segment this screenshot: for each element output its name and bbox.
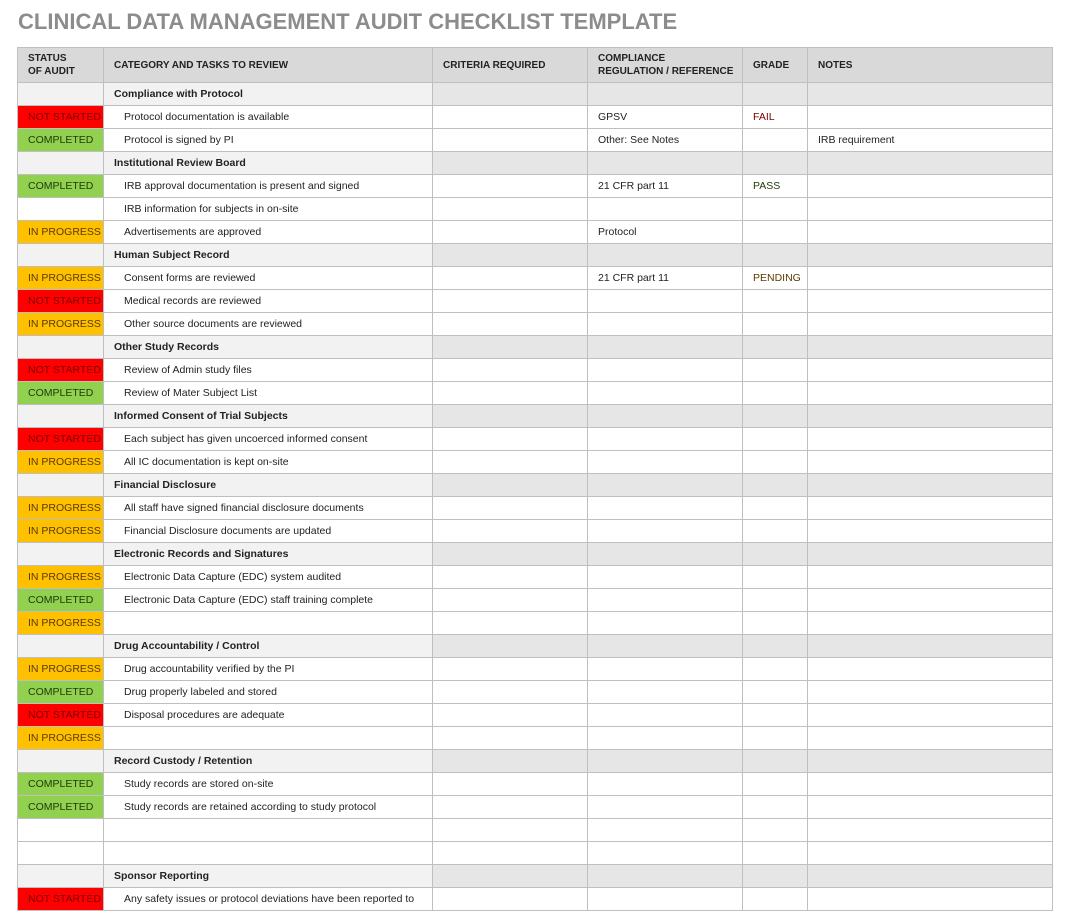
task-cell[interactable] — [104, 612, 433, 635]
notes-cell[interactable] — [808, 221, 1053, 244]
regulation-cell[interactable] — [588, 520, 743, 543]
status-cell[interactable]: IN PROGRESS — [18, 658, 104, 681]
grade-cell[interactable] — [743, 819, 808, 842]
task-cell[interactable]: Advertisements are approved — [104, 221, 433, 244]
notes-cell[interactable] — [808, 773, 1053, 796]
task-cell[interactable]: Drug properly labeled and stored — [104, 681, 433, 704]
notes-cell[interactable] — [808, 658, 1053, 681]
grade-cell[interactable] — [743, 543, 808, 566]
criteria-cell[interactable] — [433, 681, 588, 704]
notes-cell[interactable] — [808, 727, 1053, 750]
grade-cell[interactable] — [743, 474, 808, 497]
notes-cell[interactable] — [808, 290, 1053, 313]
task-row — [18, 842, 1053, 865]
category-status-cell[interactable] — [18, 336, 104, 359]
task-row — [18, 106, 1053, 129]
regulation-cell[interactable] — [588, 658, 743, 681]
status-cell[interactable]: IN PROGRESS — [18, 612, 104, 635]
grade-cell[interactable] — [743, 635, 808, 658]
category-title: Sponsor Reporting — [104, 865, 433, 888]
status-cell[interactable]: IN PROGRESS — [18, 267, 104, 290]
criteria-cell[interactable] — [433, 888, 588, 911]
task-row — [18, 175, 1053, 198]
regulation-cell[interactable] — [588, 198, 743, 221]
status-cell[interactable]: IN PROGRESS — [18, 313, 104, 336]
regulation-cell[interactable] — [588, 290, 743, 313]
category-row — [18, 336, 1053, 359]
category-title: Institutional Review Board — [104, 152, 433, 175]
regulation-cell[interactable] — [588, 589, 743, 612]
notes-cell[interactable] — [808, 382, 1053, 405]
header-regulation-line2: REGULATION / REFERENCE — [598, 66, 734, 77]
status-cell[interactable]: COMPLETED — [18, 129, 104, 152]
notes-cell[interactable] — [808, 704, 1053, 727]
task-row — [18, 497, 1053, 520]
notes-cell[interactable] — [808, 474, 1053, 497]
criteria-cell[interactable] — [433, 175, 588, 198]
grade-cell[interactable] — [743, 589, 808, 612]
status-cell[interactable]: COMPLETED — [18, 589, 104, 612]
criteria-cell[interactable] — [433, 405, 588, 428]
regulation-cell[interactable] — [588, 888, 743, 911]
grade-cell[interactable]: FAIL — [743, 106, 808, 129]
criteria-cell[interactable] — [433, 474, 588, 497]
status-cell[interactable]: COMPLETED — [18, 796, 104, 819]
task-row — [18, 704, 1053, 727]
notes-cell[interactable] — [808, 451, 1053, 474]
status-cell[interactable]: COMPLETED — [18, 681, 104, 704]
notes-cell[interactable] — [808, 635, 1053, 658]
grade-cell[interactable] — [743, 612, 808, 635]
criteria-cell[interactable] — [433, 106, 588, 129]
regulation-cell[interactable] — [588, 83, 743, 106]
notes-cell[interactable] — [808, 106, 1053, 129]
task-row — [18, 612, 1053, 635]
notes-cell[interactable] — [808, 681, 1053, 704]
status-cell[interactable]: IN PROGRESS — [18, 727, 104, 750]
criteria-cell[interactable] — [433, 244, 588, 267]
regulation-cell[interactable] — [588, 336, 743, 359]
task-row — [18, 727, 1053, 750]
criteria-cell[interactable] — [433, 796, 588, 819]
grade-cell[interactable] — [743, 704, 808, 727]
grade-cell[interactable]: PENDING — [743, 267, 808, 290]
grade-cell[interactable] — [743, 198, 808, 221]
criteria-cell[interactable] — [433, 83, 588, 106]
grade-cell[interactable]: PASS — [743, 175, 808, 198]
notes-cell[interactable] — [808, 313, 1053, 336]
criteria-cell[interactable] — [433, 842, 588, 865]
task-cell[interactable]: Any safety issues or protocol deviations have been reported to — [104, 888, 433, 911]
status-cell[interactable]: IN PROGRESS — [18, 451, 104, 474]
task-cell[interactable]: Each subject has given uncoerced informed consent — [104, 428, 433, 451]
regulation-cell[interactable] — [588, 819, 743, 842]
category-status-cell[interactable] — [18, 543, 104, 566]
criteria-cell[interactable] — [433, 336, 588, 359]
task-row — [18, 221, 1053, 244]
regulation-cell[interactable]: Other: See Notes — [588, 129, 743, 152]
criteria-cell[interactable] — [433, 198, 588, 221]
task-cell[interactable]: IRB information for subjects in on-site — [104, 198, 433, 221]
status-cell[interactable]: IN PROGRESS — [18, 497, 104, 520]
grade-cell[interactable] — [743, 221, 808, 244]
regulation-cell[interactable] — [588, 244, 743, 267]
task-cell[interactable]: Medical records are reviewed — [104, 290, 433, 313]
task-row — [18, 129, 1053, 152]
grade-cell[interactable] — [743, 428, 808, 451]
criteria-cell[interactable] — [433, 382, 588, 405]
regulation-cell[interactable] — [588, 566, 743, 589]
regulation-cell[interactable] — [588, 543, 743, 566]
task-row — [18, 428, 1053, 451]
regulation-cell[interactable] — [588, 359, 743, 382]
notes-cell[interactable] — [808, 842, 1053, 865]
notes-cell[interactable]: IRB requirement — [808, 129, 1053, 152]
status-cell[interactable]: NOT STARTED — [18, 359, 104, 382]
regulation-cell[interactable] — [588, 612, 743, 635]
regulation-cell[interactable] — [588, 727, 743, 750]
task-cell[interactable] — [104, 727, 433, 750]
task-row — [18, 796, 1053, 819]
category-title: Record Custody / Retention — [104, 750, 433, 773]
grade-cell[interactable] — [743, 888, 808, 911]
task-row — [18, 888, 1053, 911]
category-row — [18, 152, 1053, 175]
status-cell[interactable] — [18, 842, 104, 865]
header-regulation — [588, 48, 743, 83]
category-row — [18, 474, 1053, 497]
header-status-line1: STATUS — [28, 53, 67, 64]
criteria-cell[interactable] — [433, 543, 588, 566]
audit-checklist-table — [17, 47, 1053, 911]
notes-cell[interactable] — [808, 865, 1053, 888]
category-title: Other Study Records — [104, 336, 433, 359]
notes-cell[interactable] — [808, 796, 1053, 819]
category-title: Drug Accountability / Control — [104, 635, 433, 658]
task-cell[interactable]: Drug accountability verified by the PI — [104, 658, 433, 681]
task-cell[interactable]: Review of Mater Subject List — [104, 382, 433, 405]
header-category: CATEGORY AND TASKS TO REVIEW — [104, 48, 433, 83]
criteria-cell[interactable] — [433, 451, 588, 474]
regulation-cell[interactable] — [588, 497, 743, 520]
regulation-cell[interactable] — [588, 152, 743, 175]
criteria-cell[interactable] — [433, 612, 588, 635]
status-cell[interactable]: IN PROGRESS — [18, 520, 104, 543]
notes-cell[interactable] — [808, 405, 1053, 428]
grade-cell[interactable] — [743, 750, 808, 773]
criteria-cell[interactable] — [433, 750, 588, 773]
task-cell[interactable]: All IC documentation is kept on-site — [104, 451, 433, 474]
task-row — [18, 819, 1053, 842]
checklist-body — [18, 83, 1053, 911]
grade-cell[interactable] — [743, 83, 808, 106]
task-cell[interactable]: All staff have signed financial disclosure documents — [104, 497, 433, 520]
task-cell[interactable]: Electronic Data Capture (EDC) staff training complete — [104, 589, 433, 612]
task-cell[interactable] — [104, 842, 433, 865]
notes-cell[interactable] — [808, 175, 1053, 198]
criteria-cell[interactable] — [433, 129, 588, 152]
status-cell[interactable]: NOT STARTED — [18, 888, 104, 911]
regulation-cell[interactable] — [588, 704, 743, 727]
category-row — [18, 543, 1053, 566]
notes-cell[interactable] — [808, 336, 1053, 359]
task-cell[interactable]: Protocol documentation is available — [104, 106, 433, 129]
category-title: Financial Disclosure — [104, 474, 433, 497]
criteria-cell[interactable] — [433, 635, 588, 658]
criteria-cell[interactable] — [433, 727, 588, 750]
criteria-cell[interactable] — [433, 497, 588, 520]
grade-cell[interactable] — [743, 405, 808, 428]
category-row — [18, 244, 1053, 267]
status-cell[interactable] — [18, 819, 104, 842]
criteria-cell[interactable] — [433, 819, 588, 842]
category-title: Compliance with Protocol — [104, 83, 433, 106]
grade-cell[interactable] — [743, 658, 808, 681]
notes-cell[interactable] — [808, 497, 1053, 520]
category-row — [18, 405, 1053, 428]
task-cell[interactable]: Study records are retained according to study protocol — [104, 796, 433, 819]
status-cell[interactable]: IN PROGRESS — [18, 221, 104, 244]
category-status-cell[interactable] — [18, 152, 104, 175]
task-cell[interactable]: Consent forms are reviewed — [104, 267, 433, 290]
criteria-cell[interactable] — [433, 566, 588, 589]
task-row — [18, 198, 1053, 221]
category-row — [18, 83, 1053, 106]
criteria-cell[interactable] — [433, 267, 588, 290]
notes-cell[interactable] — [808, 267, 1053, 290]
task-row — [18, 589, 1053, 612]
status-cell[interactable]: NOT STARTED — [18, 106, 104, 129]
category-status-cell[interactable] — [18, 750, 104, 773]
regulation-cell[interactable]: Protocol — [588, 221, 743, 244]
header-criteria: CRITERIA REQUIRED — [433, 48, 588, 83]
grade-cell[interactable] — [743, 382, 808, 405]
criteria-cell[interactable] — [433, 520, 588, 543]
regulation-cell[interactable] — [588, 428, 743, 451]
task-cell[interactable] — [104, 819, 433, 842]
regulation-cell[interactable] — [588, 865, 743, 888]
status-cell[interactable]: NOT STARTED — [18, 290, 104, 313]
header-status-line2: OF AUDIT — [28, 66, 75, 77]
category-status-cell[interactable] — [18, 635, 104, 658]
criteria-cell[interactable] — [433, 313, 588, 336]
header-notes: NOTES — [808, 48, 1053, 83]
notes-cell[interactable] — [808, 198, 1053, 221]
status-cell[interactable]: COMPLETED — [18, 382, 104, 405]
task-row — [18, 359, 1053, 382]
header-grade: GRADE — [743, 48, 808, 83]
task-row — [18, 658, 1053, 681]
grade-cell[interactable] — [743, 244, 808, 267]
status-cell[interactable]: COMPLETED — [18, 175, 104, 198]
status-cell[interactable] — [18, 198, 104, 221]
criteria-cell[interactable] — [433, 773, 588, 796]
task-row — [18, 773, 1053, 796]
grade-cell[interactable] — [743, 313, 808, 336]
notes-cell[interactable] — [808, 543, 1053, 566]
criteria-cell[interactable] — [433, 865, 588, 888]
notes-cell[interactable] — [808, 83, 1053, 106]
grade-cell[interactable] — [743, 681, 808, 704]
task-row — [18, 313, 1053, 336]
grade-cell[interactable] — [743, 129, 808, 152]
grade-cell[interactable] — [743, 497, 808, 520]
notes-cell[interactable] — [808, 152, 1053, 175]
regulation-cell[interactable]: 21 CFR part 11 — [588, 267, 743, 290]
task-cell[interactable]: Other source documents are reviewed — [104, 313, 433, 336]
task-cell[interactable]: Review of Admin study files — [104, 359, 433, 382]
header-row — [18, 48, 1053, 83]
criteria-cell[interactable] — [433, 704, 588, 727]
notes-cell[interactable] — [808, 520, 1053, 543]
header-status — [18, 48, 104, 83]
regulation-cell[interactable] — [588, 405, 743, 428]
notes-cell[interactable] — [808, 750, 1053, 773]
grade-cell[interactable] — [743, 842, 808, 865]
page-title: CLINICAL DATA MANAGEMENT AUDIT CHECKLIST TEMPLATE — [18, 9, 678, 34]
grade-cell[interactable] — [743, 727, 808, 750]
grade-cell[interactable] — [743, 796, 808, 819]
category-status-cell[interactable] — [18, 83, 104, 106]
category-status-cell[interactable] — [18, 244, 104, 267]
category-row — [18, 865, 1053, 888]
task-row — [18, 267, 1053, 290]
task-cell[interactable]: Protocol is signed by PI — [104, 129, 433, 152]
grade-cell[interactable] — [743, 520, 808, 543]
grade-cell[interactable] — [743, 336, 808, 359]
task-row — [18, 290, 1053, 313]
regulation-cell[interactable] — [588, 681, 743, 704]
notes-cell[interactable] — [808, 612, 1053, 635]
grade-cell[interactable] — [743, 152, 808, 175]
criteria-cell[interactable] — [433, 221, 588, 244]
regulation-cell[interactable] — [588, 773, 743, 796]
regulation-cell[interactable] — [588, 382, 743, 405]
regulation-cell[interactable] — [588, 313, 743, 336]
task-row — [18, 382, 1053, 405]
status-cell[interactable]: COMPLETED — [18, 773, 104, 796]
category-title: Informed Consent of Trial Subjects — [104, 405, 433, 428]
regulation-cell[interactable] — [588, 451, 743, 474]
criteria-cell[interactable] — [433, 359, 588, 382]
notes-cell[interactable] — [808, 359, 1053, 382]
notes-cell[interactable] — [808, 428, 1053, 451]
criteria-cell[interactable] — [433, 290, 588, 313]
notes-cell[interactable] — [808, 589, 1053, 612]
regulation-cell[interactable] — [588, 842, 743, 865]
status-cell[interactable]: NOT STARTED — [18, 428, 104, 451]
category-title: Electronic Records and Signatures — [104, 543, 433, 566]
criteria-cell[interactable] — [433, 152, 588, 175]
notes-cell[interactable] — [808, 244, 1053, 267]
criteria-cell[interactable] — [433, 589, 588, 612]
notes-cell[interactable] — [808, 819, 1053, 842]
grade-cell[interactable] — [743, 566, 808, 589]
criteria-cell[interactable] — [433, 428, 588, 451]
task-cell[interactable]: IRB approval documentation is present and signed — [104, 175, 433, 198]
category-status-cell[interactable] — [18, 405, 104, 428]
task-row — [18, 566, 1053, 589]
category-row — [18, 635, 1053, 658]
grade-cell[interactable] — [743, 865, 808, 888]
grade-cell[interactable] — [743, 290, 808, 313]
task-cell[interactable]: Disposal procedures are adequate — [104, 704, 433, 727]
task-cell[interactable]: Electronic Data Capture (EDC) system audited — [104, 566, 433, 589]
grade-cell[interactable] — [743, 359, 808, 382]
notes-cell[interactable] — [808, 888, 1053, 911]
task-row — [18, 451, 1053, 474]
regulation-cell[interactable] — [588, 635, 743, 658]
task-row — [18, 520, 1053, 543]
category-status-cell[interactable] — [18, 474, 104, 497]
task-row — [18, 681, 1053, 704]
category-title: Human Subject Record — [104, 244, 433, 267]
task-cell[interactable]: Study records are stored on-site — [104, 773, 433, 796]
header-regulation-line1: COMPLIANCE — [598, 53, 666, 64]
notes-cell[interactable] — [808, 566, 1053, 589]
status-cell[interactable]: IN PROGRESS — [18, 566, 104, 589]
category-row — [18, 750, 1053, 773]
regulation-cell[interactable] — [588, 474, 743, 497]
regulation-cell[interactable] — [588, 796, 743, 819]
criteria-cell[interactable] — [433, 658, 588, 681]
regulation-cell[interactable]: 21 CFR part 11 — [588, 175, 743, 198]
task-cell[interactable]: Financial Disclosure documents are updated — [104, 520, 433, 543]
regulation-cell[interactable]: GPSV — [588, 106, 743, 129]
grade-cell[interactable] — [743, 773, 808, 796]
category-status-cell[interactable] — [18, 865, 104, 888]
status-cell[interactable]: NOT STARTED — [18, 704, 104, 727]
regulation-cell[interactable] — [588, 750, 743, 773]
grade-cell[interactable] — [743, 451, 808, 474]
